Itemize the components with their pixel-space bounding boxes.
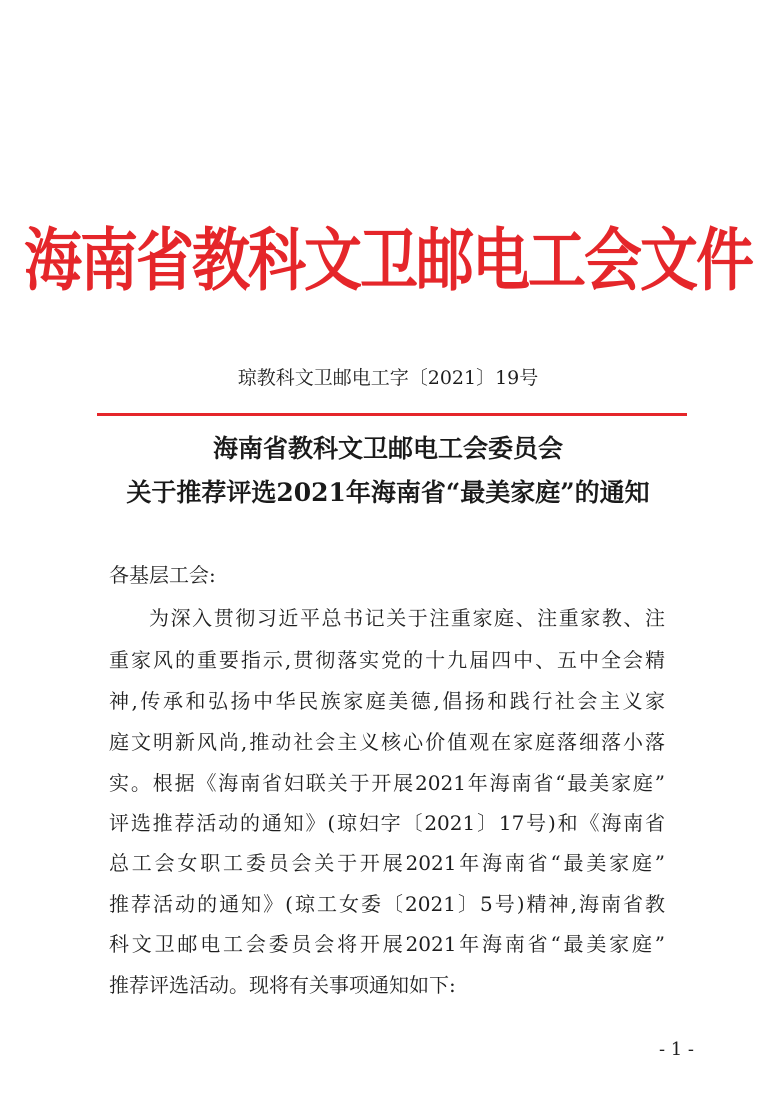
body-line: 实。根据《海南省妇联关于开展2021年海南省“最美家庭” xyxy=(109,771,665,795)
body-line: 为深入贯彻习近平总书记关于注重家庭、注重家教、注 xyxy=(149,606,665,630)
body-line: 推荐评选活动。现将有关事项通知如下: xyxy=(109,973,456,997)
body-line: 总工会女职工委员会关于开展2021年海南省“最美家庭” xyxy=(109,851,665,875)
body-line: 神,传承和弘扬中华民族家庭美德,倡扬和践行社会主义家 xyxy=(109,689,665,713)
notice-title-line-2: 关于推荐评选2021年海南省“最美家庭”的通知 xyxy=(126,478,650,507)
body-line: 评选推荐活动的通知》(琼妇字〔2021〕17号)和《海南省 xyxy=(109,811,665,835)
salutation: 各基层工会: xyxy=(109,563,216,587)
page-number: - 1 - xyxy=(658,1039,694,1060)
masthead-title: 海南省教科文卫邮电工会文件 xyxy=(23,220,752,301)
document-number: 琼教科文卫邮电工字〔2021〕19号 xyxy=(237,367,539,389)
red-divider-line xyxy=(97,413,687,416)
body-line: 推荐活动的通知》(琼工女委〔2021〕5号)精神,海南省教 xyxy=(109,892,665,916)
body-line: 科文卫邮电工会委员会将开展2021年海南省“最美家庭” xyxy=(109,932,665,956)
notice-title-line-1: 海南省教科文卫邮电工会委员会 xyxy=(212,434,563,463)
body-line: 庭文明新风尚,推动社会主义核心价值观在家庭落细落小落 xyxy=(109,730,665,754)
body-line: 重家风的重要指示,贯彻落实党的十九届四中、五中全会精 xyxy=(109,648,665,672)
